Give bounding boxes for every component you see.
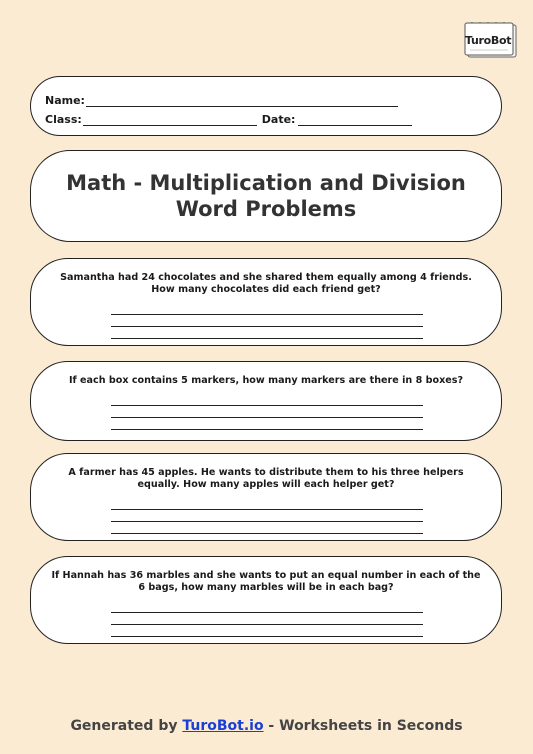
question-text-1: Samantha had 24 chocolates and she shared them equally among 4 friends. How many chocolates did each friend get? — [60, 272, 472, 295]
answer-line[interactable] — [111, 326, 423, 327]
question-box-4 — [30, 556, 502, 644]
student-info-box — [30, 76, 502, 136]
class-field[interactable] — [83, 115, 257, 126]
class-date-row — [45, 113, 412, 126]
date-label: Date: — [261, 113, 296, 126]
answer-line[interactable] — [111, 521, 423, 522]
date-field[interactable] — [298, 115, 412, 126]
question-text-2: If each box contains 5 markers, how many markers are there in 8 boxes? — [68, 375, 464, 386]
question-box-1 — [30, 258, 502, 346]
answer-line[interactable] — [111, 509, 423, 510]
answer-line[interactable] — [111, 636, 423, 637]
question-text-3: A farmer has 45 apples. He wants to distribute them to his three helpers equally. How many apples will each helper get? — [68, 467, 464, 490]
answer-line[interactable] — [111, 314, 423, 315]
class-label: Class: — [45, 113, 82, 126]
name-label: Name: — [45, 94, 85, 107]
answer-line[interactable] — [111, 429, 423, 430]
footer-prefix: Generated by — [70, 718, 183, 734]
turobot-logo — [462, 22, 518, 58]
answer-line[interactable] — [111, 624, 423, 625]
answer-line[interactable] — [111, 405, 423, 406]
footer — [0, 718, 533, 734]
answer-line[interactable] — [111, 612, 423, 613]
answer-line[interactable] — [111, 338, 423, 339]
name-row — [45, 94, 398, 107]
question-box-3 — [30, 453, 502, 541]
question-box-2 — [30, 361, 502, 441]
footer-suffix: - Worksheets in Seconds — [263, 718, 463, 734]
question-text-4: If Hannah has 36 marbles and she wants to put an equal number in each of the 6 bags, how many marbles will be in each bag? — [51, 570, 481, 593]
turobot-link[interactable]: TuroBot.io — [182, 718, 264, 734]
answer-line[interactable] — [111, 533, 423, 534]
title-box — [30, 150, 502, 242]
logo-text: TuroBot — [465, 34, 512, 47]
answer-line[interactable] — [111, 417, 423, 418]
name-field[interactable] — [86, 96, 398, 107]
worksheet-title: Math - Multiplication and Division Word Problems — [66, 171, 466, 221]
